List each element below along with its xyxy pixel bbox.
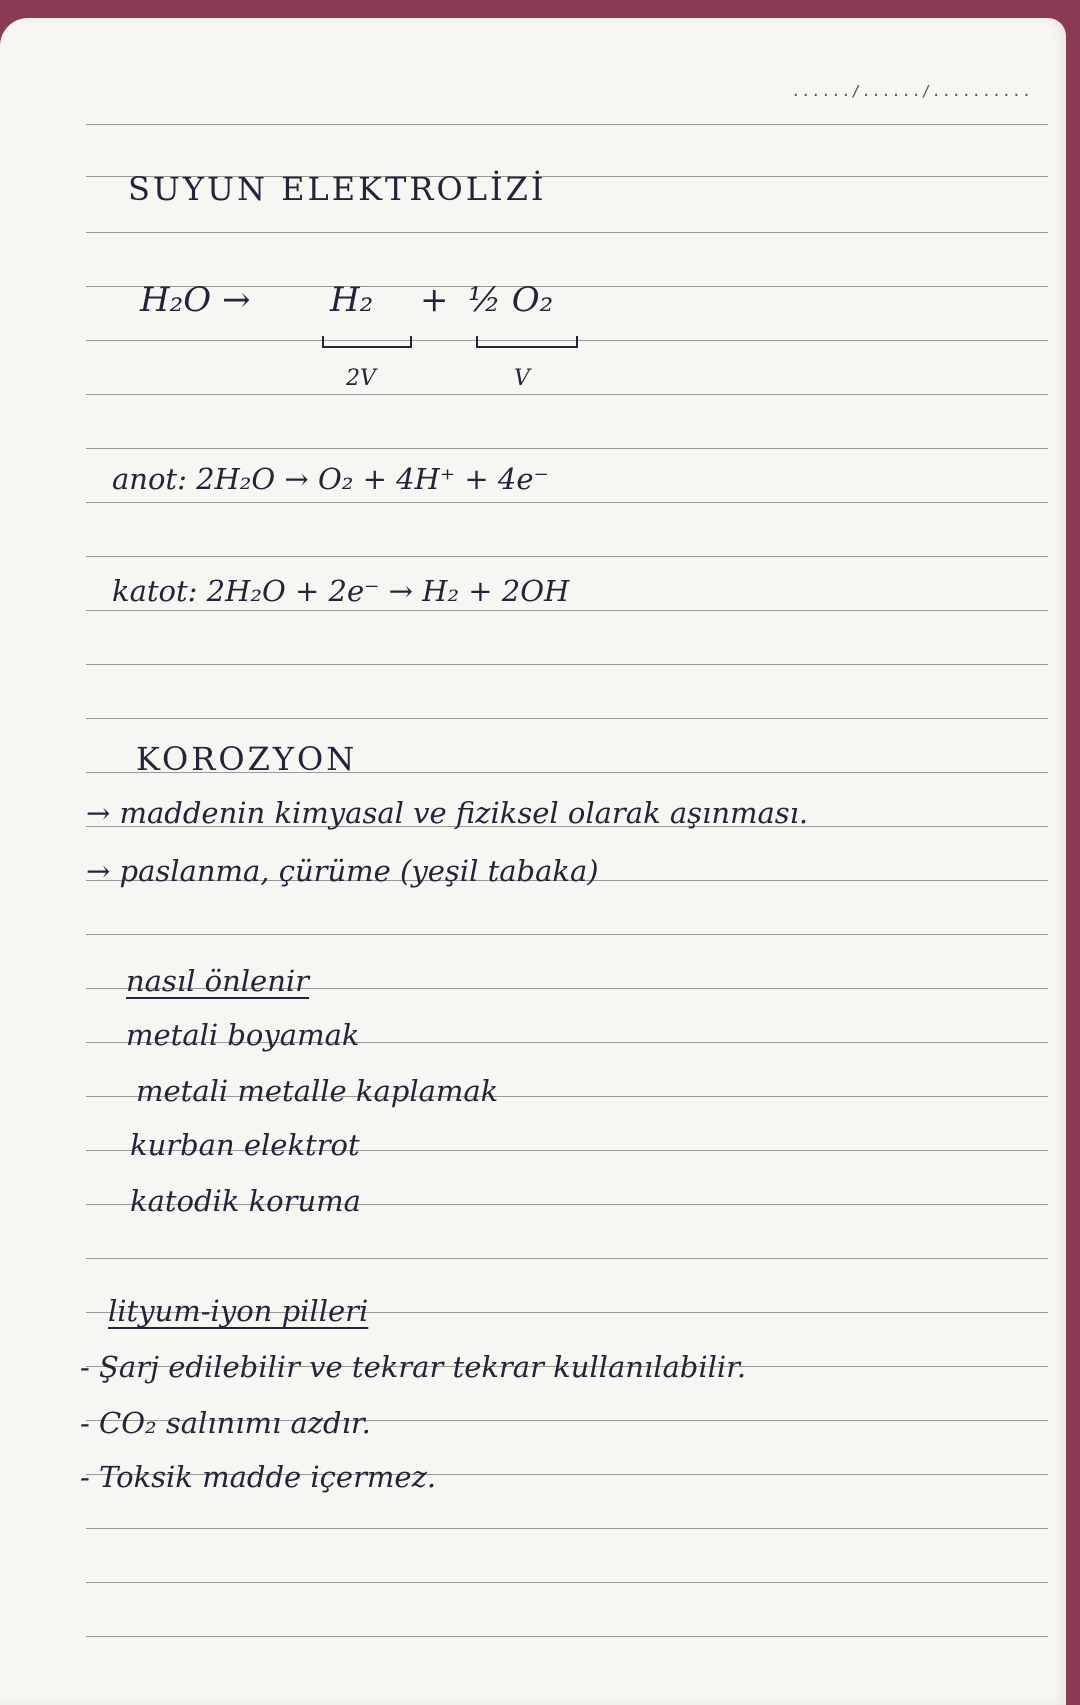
ruled-line (86, 1528, 1048, 1529)
reaction-h2: H₂ (330, 280, 374, 320)
lithium-item-2: - CO₂ salınımı azdır. (80, 1406, 371, 1440)
prevention-item-2: metali metalle kaplamak (136, 1074, 499, 1108)
ruled-line (86, 934, 1048, 935)
ruled-line (86, 394, 1048, 395)
reaction-plus: + (420, 280, 449, 320)
ruled-line (86, 556, 1048, 557)
lithium-item-3: - Toksik madde içermez. (80, 1460, 437, 1494)
corrosion-title: KOROZYON (136, 740, 358, 778)
lithium-title: lityum-iyon pilleri (108, 1294, 369, 1328)
prevention-item-1: metali boyamak (126, 1018, 360, 1052)
reaction-o2: ½ O₂ (468, 280, 554, 320)
lithium-item-1: - Şarj edilebilir ve tekrar tekrar kullanılabilir. (80, 1350, 747, 1384)
o2-brace (476, 336, 578, 348)
prevention-title: nasıl önlenir (126, 964, 310, 998)
h2-brace (322, 336, 412, 348)
corrosion-line-2: → paslanma, çürüme (yeşil tabaka) (86, 854, 599, 888)
cathode-reaction: katot: 2H₂O + 2e⁻ → H₂ + 2OH (112, 574, 570, 608)
ruled-line (86, 502, 1048, 503)
date-placeholder: ....../....../.......... (791, 82, 1032, 100)
ruled-line (86, 718, 1048, 719)
ruled-line (86, 610, 1048, 611)
anode-reaction: anot: 2H₂O → O₂ + 4H⁺ + 4e⁻ (112, 462, 549, 496)
ruled-line (86, 124, 1048, 125)
ruled-line (86, 1582, 1048, 1583)
reaction-lhs: H₂O → (140, 280, 251, 320)
h2-volume: 2V (346, 366, 376, 391)
corrosion-line-1: → maddenin kimyasal ve fiziksel olarak aşınması. (86, 796, 809, 830)
ruled-line (86, 1258, 1048, 1259)
prevention-item-4: katodik koruma (130, 1184, 361, 1218)
ruled-line (86, 1636, 1048, 1637)
ruled-line (86, 664, 1048, 665)
o2-volume: V (514, 366, 530, 391)
notebook-page (0, 18, 1066, 1705)
ruled-line (86, 232, 1048, 233)
ruled-line (86, 448, 1048, 449)
electrolysis-title: SUYUN ELEKTROLİZİ (128, 170, 547, 208)
prevention-item-3: kurban elektrot (130, 1128, 360, 1162)
